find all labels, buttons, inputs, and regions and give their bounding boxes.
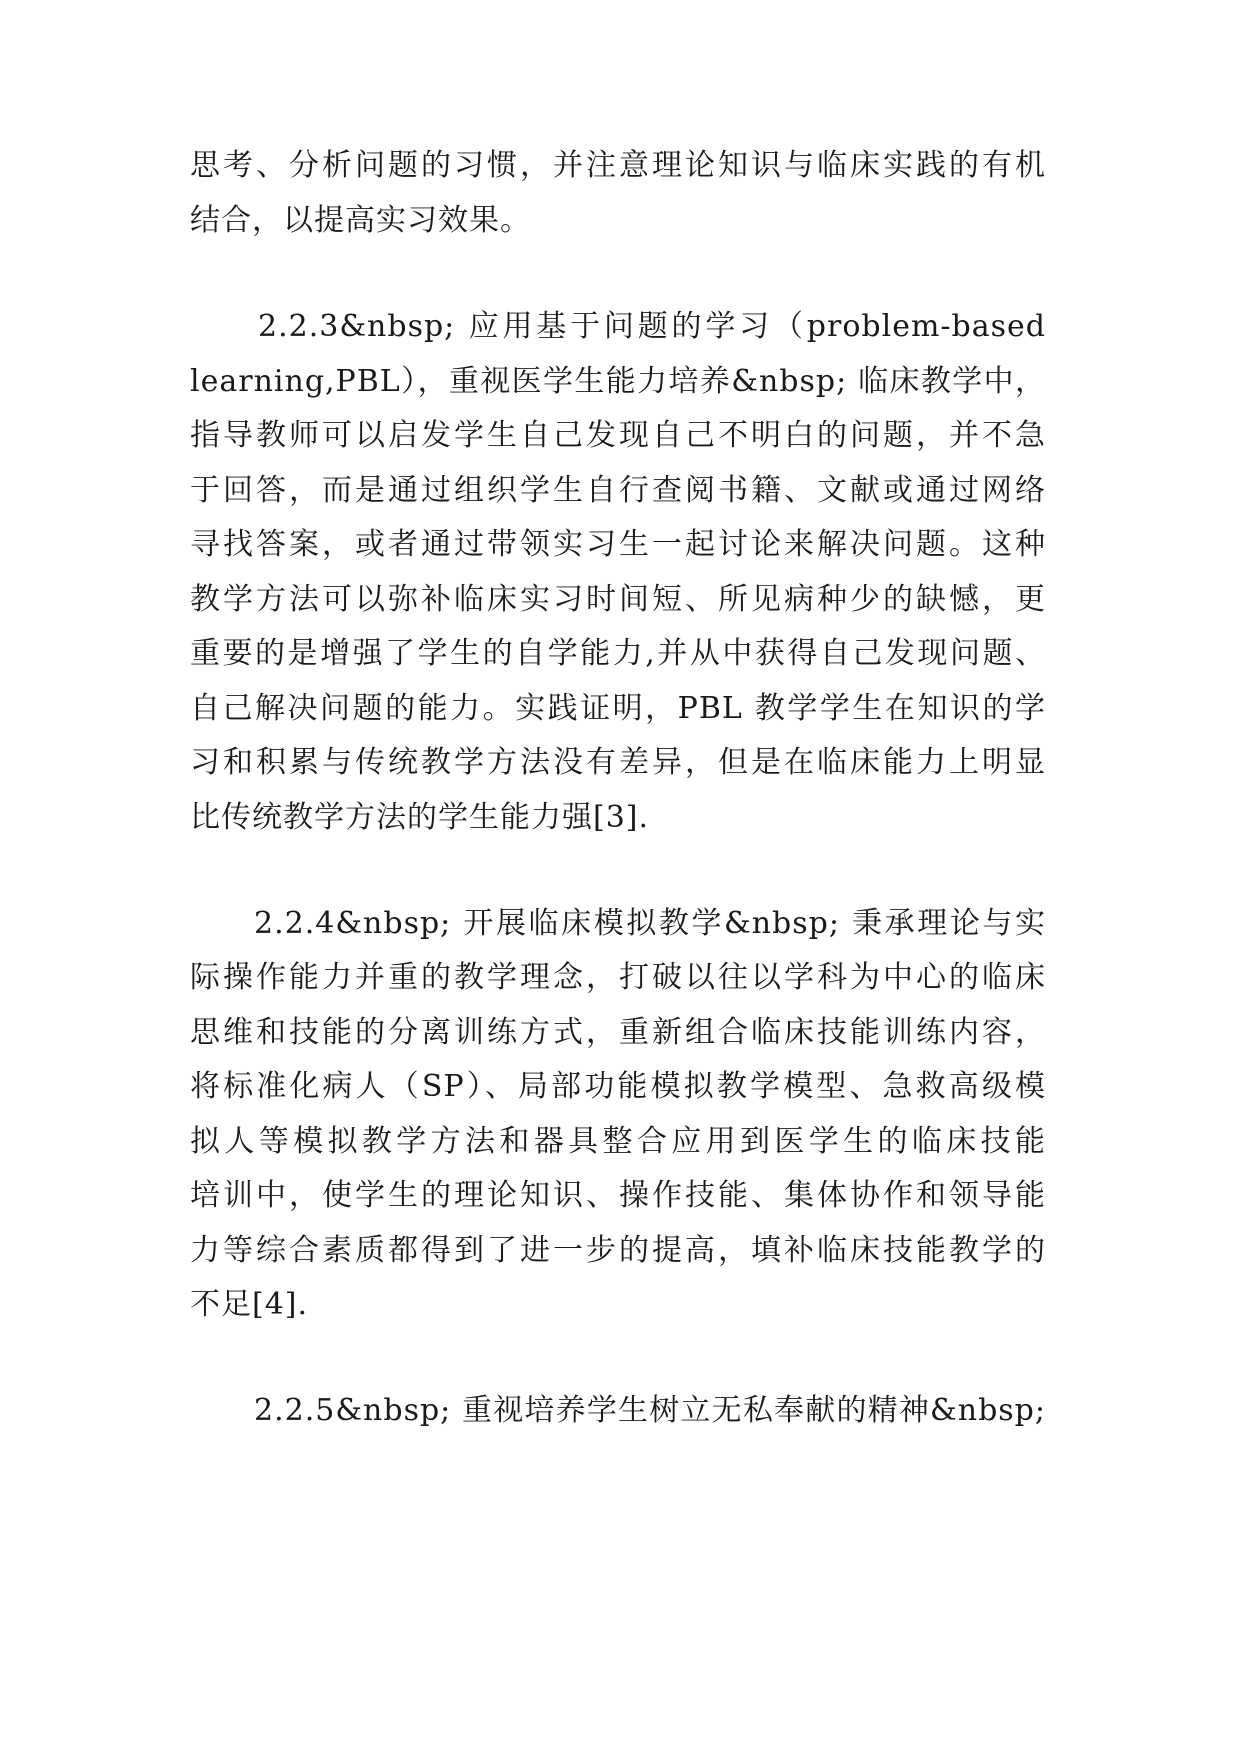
paragraph-line: 重要的是增强了学生的自学能力,并从中获得自己发现问题、 [190, 636, 1046, 671]
paragraph-line: 不足[4]. [190, 1287, 309, 1322]
paragraph-line: 拟人等模拟教学方法和器具整合应用到医学生的临床技能 [190, 1124, 1046, 1159]
paragraph-line: 力等综合素质都得到了进一步的提高，填补临床技能教学的 [190, 1233, 1046, 1268]
paragraph-line: 于回答，而是通过组织学生自行查阅书籍、文献或通过网络 [190, 473, 1046, 508]
paragraph-line: 培训中，使学生的理论知识、操作技能、集体协作和领导能 [190, 1178, 1046, 1213]
paragraph-line: 指导教师可以启发学生自己发现自己不明白的问题，并不急 [190, 418, 1046, 453]
paragraph-line: 思考、分析问题的习惯，并注意理论知识与临床实践的有机 [190, 148, 1046, 183]
section-heading-2-2-4: 2.2.4&nbsp; 开展临床模拟教学&nbsp; 秉承理论与实 [254, 906, 1046, 941]
paragraph-line: 习和积累与传统教学方法没有差异，但是在临床能力上明显 [190, 745, 1046, 780]
paragraph-line: 自己解决问题的能力。实践证明，PBL 教学学生在知识的学 [190, 691, 1046, 726]
paragraph-line: 结合，以提高实习效果。 [190, 203, 531, 238]
paragraph-line: learning,PBL），重视医学生能力培养&nbsp; 临床教学中， [190, 364, 1046, 399]
section-heading-2-2-3: 2.2.3&nbsp; 应用基于问题的学习（problem-based [258, 309, 1046, 344]
paragraph-line: 教学方法可以弥补临床实习时间短、所见病种少的缺憾，更 [190, 582, 1046, 617]
paragraph-line: 思维和技能的分离训练方式，重新组合临床技能训练内容， [190, 1015, 1046, 1050]
paragraph-line: 际操作能力并重的教学理念，打破以往以学科为中心的临床 [190, 960, 1046, 995]
paragraph-line: 寻找答案，或者通过带领实习生一起讨论来解决问题。这种 [190, 527, 1046, 562]
paragraph-line: 将标准化病人（SP）、局部功能模拟教学模型、急救高级模 [190, 1069, 1046, 1104]
section-heading-2-2-5: 2.2.5&nbsp; 重视培养学生树立无私奉献的精神&nbsp; [254, 1393, 1046, 1428]
paragraph-line: 比传统教学方法的学生能力强[3]. [190, 800, 650, 835]
